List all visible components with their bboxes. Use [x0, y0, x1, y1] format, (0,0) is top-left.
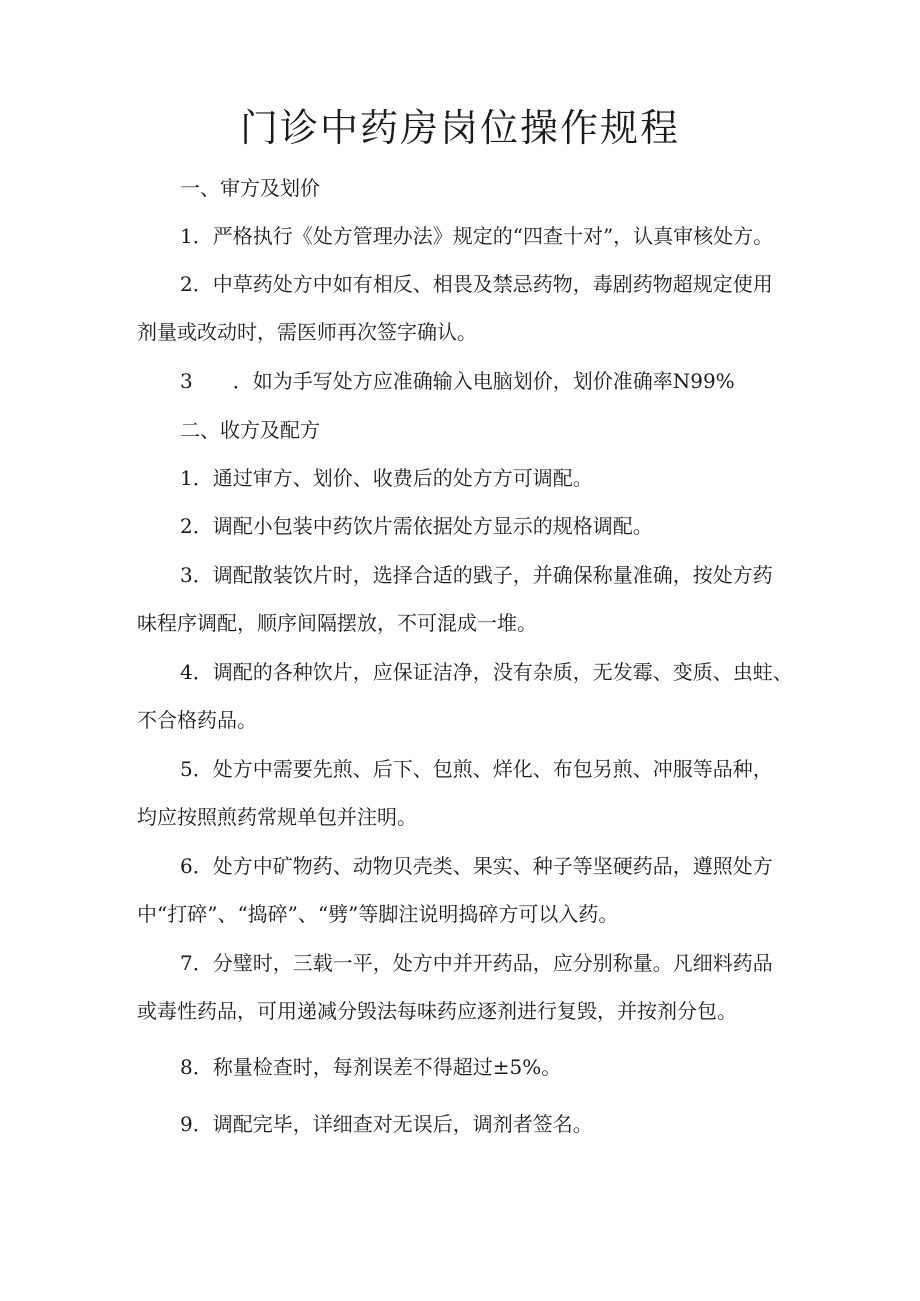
paragraph-line: 或毒性药品，可用递减分毁法每味药应逐剂进行复毁，并按剂分包。	[137, 999, 737, 1023]
paragraph-line: 9．调配完毕，详细查对无误后，调剂者签名。	[180, 1112, 593, 1136]
item-text: ．如为手写处方应准确输入电脑划价，划价准确率N99%	[232, 369, 735, 393]
paragraph-line: 2．调配小包装中药饮片需依据处方显示的规格调配。	[180, 514, 653, 538]
paragraph-line: 2．中草药处方中如有相反、相畏及禁忌药物，毒剧药物超规定使用	[180, 272, 773, 296]
paragraph-line: 味程序调配，顺序间隔摆放，不可混成一堆。	[137, 611, 537, 635]
section-heading: 二、收方及配方	[180, 418, 320, 442]
paragraph-line: 1．通过审方、划价、收费后的处方方可调配。	[180, 466, 593, 490]
document-title: 门诊中药房岗位操作规程	[239, 106, 680, 150]
paragraph-line: 不合格药品。	[137, 708, 257, 732]
paragraph-line: 3．调配散装饮片时，选择合适的戥子，并确保称量准确，按处方药	[180, 563, 773, 587]
paragraph-line: 8．称量检查时，每剂误差不得超过±5%。	[180, 1055, 562, 1079]
section-heading: 一、审方及划价	[180, 176, 320, 200]
paragraph-line: 5．处方中需要先煎、后下、包煎、烊化、布包另煎、冲服等品种，	[180, 757, 773, 781]
paragraph-line: 均应按照煎药常规单包并注明。	[137, 805, 417, 829]
paragraph-line: 1．严格执行《处方管理办法》规定的“四查十对”，认真审核处方。	[180, 224, 774, 248]
paragraph-line: 剂量或改动时，需医师再次签字确认。	[137, 320, 477, 344]
paragraph-line: 6．处方中矿物药、动物贝壳类、果实、种子等坚硬药品，遵照处方	[180, 854, 773, 878]
paragraph-line: 7．分璧时，三载一平，处方中并开药品，应分别称量。凡细料药品	[180, 951, 773, 975]
paragraph-line: 4．调配的各种饮片，应保证洁净，没有杂质，无发霉、变质、虫蛀、	[180, 660, 793, 684]
paragraph-line: 中“打碎”、“捣碎”、“劈”等脚注说明捣碎方可以入药。	[137, 902, 619, 926]
item-number: 3	[180, 369, 193, 393]
paragraph-line	[180, 367, 735, 395]
